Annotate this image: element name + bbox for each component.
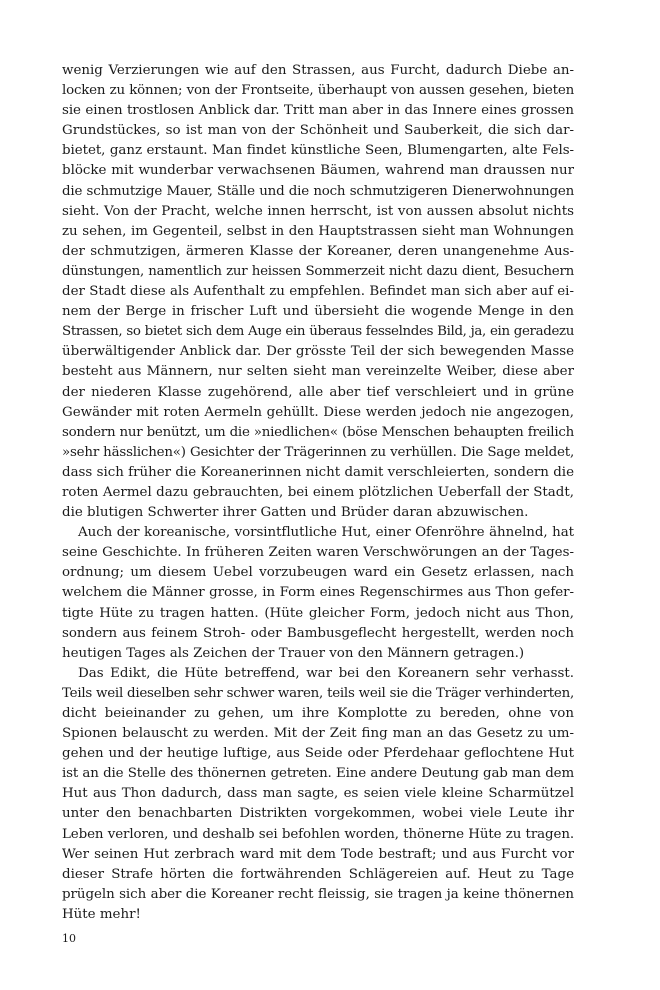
text-line: die blutigen Schwerter ihrer Gatten und Brüder daran abzuwischen. <box>62 505 529 521</box>
text-line: tigte Hüte zu tragen hatten. (Hüte gleicher Form, jedoch nicht aus Thon, <box>62 605 574 621</box>
text-line: Auch der koreanische, vorsintflutliche Hut, einer Ofenröhre ähnelnd, hat <box>78 525 574 541</box>
text-line: sieht. Von der Pracht, welche innen herrscht, ist von aussen absolut nichts <box>62 203 574 219</box>
text-line: Hut aus Thon dadurch, dass man sagte, es seien viele kleine Scharmützel <box>62 786 574 802</box>
text-line: prügeln sich aber die Koreaner recht fleissig, sie tragen ja keine thönernen <box>62 886 574 902</box>
text-line: sie einen trostlosen Anblick dar. Tritt man aber in das Innere eines grossen <box>62 103 574 119</box>
text-line: ordnung; um diesem Uebel vorzubeugen ward ein Gesetz erlassen, nach <box>62 565 574 581</box>
paragraph-3 <box>62 664 574 925</box>
text-line: der niederen Klasse zugehörend, alle aber tief verschleiert und in grüne <box>62 384 574 400</box>
text-line: dieser Strafe hörten die fortwährenden Schlägereien auf. Heut zu Tage <box>62 866 574 882</box>
text-line: bietet, ganz erstaunt. Man findet künstliche Seen, Blumengarten, alte Fels- <box>62 143 574 159</box>
text-line: dass sich früher die Koreanerinnen nicht damit verschleierten, sondern die <box>62 464 574 480</box>
text-line: sondern nur benützt, um die »niedlichen« (böse Menschen behaupten freilich <box>62 424 574 440</box>
text-line: Hüte mehr! <box>62 906 141 922</box>
text-line: heutigen Tages als Zeichen der Trauer von den Männern getragen.) <box>62 645 525 661</box>
text-line: welchem die Männer grosse, in Form eines Regenschirmes aus Thon gefer- <box>62 585 574 601</box>
paragraph-1 <box>62 61 574 523</box>
text-line: wenig Verzierungen wie auf den Strassen, aus Furcht, dadurch Diebe an- <box>62 63 574 78</box>
text-line: ist an die Stelle des thönernen getreten. Eine andere Deutung gab man dem <box>62 766 574 782</box>
text-line: Grundstückes, so ist man von der Schönheit und Sauberkeit, die sich dar- <box>62 123 574 139</box>
text-line: »sehr hässlichen«) Gesichter der Trägerinnen zu verhüllen. Die Sage meldet, <box>62 444 574 460</box>
text-line: Das Edikt, die Hüte betreffend, war bei den Koreanern sehr verhasst. <box>78 665 574 681</box>
text-line: dünstungen, namentlich zur heissen Sommerzeit nicht dazu dient, Besuchern <box>62 263 574 279</box>
text-line: der schmutzigen, ärmeren Klasse der Koreaner, deren unangenehme Aus- <box>62 243 574 259</box>
text-line: Spionen belauscht zu werden. Mit der Zeit fing man an das Gesetz zu um- <box>62 726 574 742</box>
text-line: überwältigender Anblick dar. Der grösste Teil der sich bewegenden Masse <box>62 344 574 360</box>
text-line: seine Geschichte. In früheren Zeiten waren Verschwörungen an der Tages- <box>62 545 574 561</box>
paragraph-2 <box>62 523 574 664</box>
text-line: unter den benachbarten Distrikten vorgekommen, wobei viele Leute ihr <box>62 806 574 822</box>
text-line: die schmutzige Mauer, Ställe und die noch schmutzigeren Dienerwohnungen <box>62 183 574 199</box>
text-line: blöcke mit wunderbar verwachsenen Bäumen, wahrend man draussen nur <box>62 163 574 179</box>
text-line: Wer seinen Hut zerbrach ward mit dem Tode bestraft; und aus Furcht vor <box>62 846 574 862</box>
text-line: gehen und der heutige luftige, aus Seide oder Pferdehaar geflochtene Hut <box>62 746 574 762</box>
body-text <box>62 61 574 925</box>
page-number: 10 <box>62 932 76 945</box>
text-line: Gewänder mit roten Aermeln gehüllt. Diese werden jedoch nie angezogen, <box>62 404 574 420</box>
text-line: zu sehen, im Gegenteil, selbst in den Hauptstrassen sieht man Wohnungen <box>62 223 574 239</box>
text-line: dicht beieinander zu gehen, um ihre Komplotte zu bereden, ohne von <box>62 706 574 721</box>
text-line: locken zu können; von der Frontseite, überhaupt von aussen gesehen, bieten <box>62 83 574 99</box>
text-line: roten Aermel dazu gebrauchten, bei einem plötzlichen Ueberfall der Stadt, <box>62 484 574 500</box>
text-line: der Stadt diese als Aufenthalt zu empfehlen. Befindet man sich aber auf ei- <box>62 284 574 300</box>
text-line: Teils weil dieselben sehr schwer waren, teils weil sie die Träger verhinderten, <box>62 685 574 701</box>
text-line: sondern aus feinem Stroh- oder Bambusgeflecht hergestellt, werden noch <box>62 625 574 641</box>
text-line: Strassen, so bietet sich dem Auge ein überaus fesselndes Bild, ja, ein geradezu <box>62 324 574 340</box>
text-line: Leben verloren, und deshalb sei befohlen worden, thönerne Hüte zu tragen. <box>62 826 574 842</box>
text-line: besteht aus Männern, nur selten sieht man vereinzelte Weiber, diese aber <box>62 364 574 380</box>
text-line: nem der Berge in frischer Luft und übersieht die wogende Menge in den <box>62 304 574 320</box>
